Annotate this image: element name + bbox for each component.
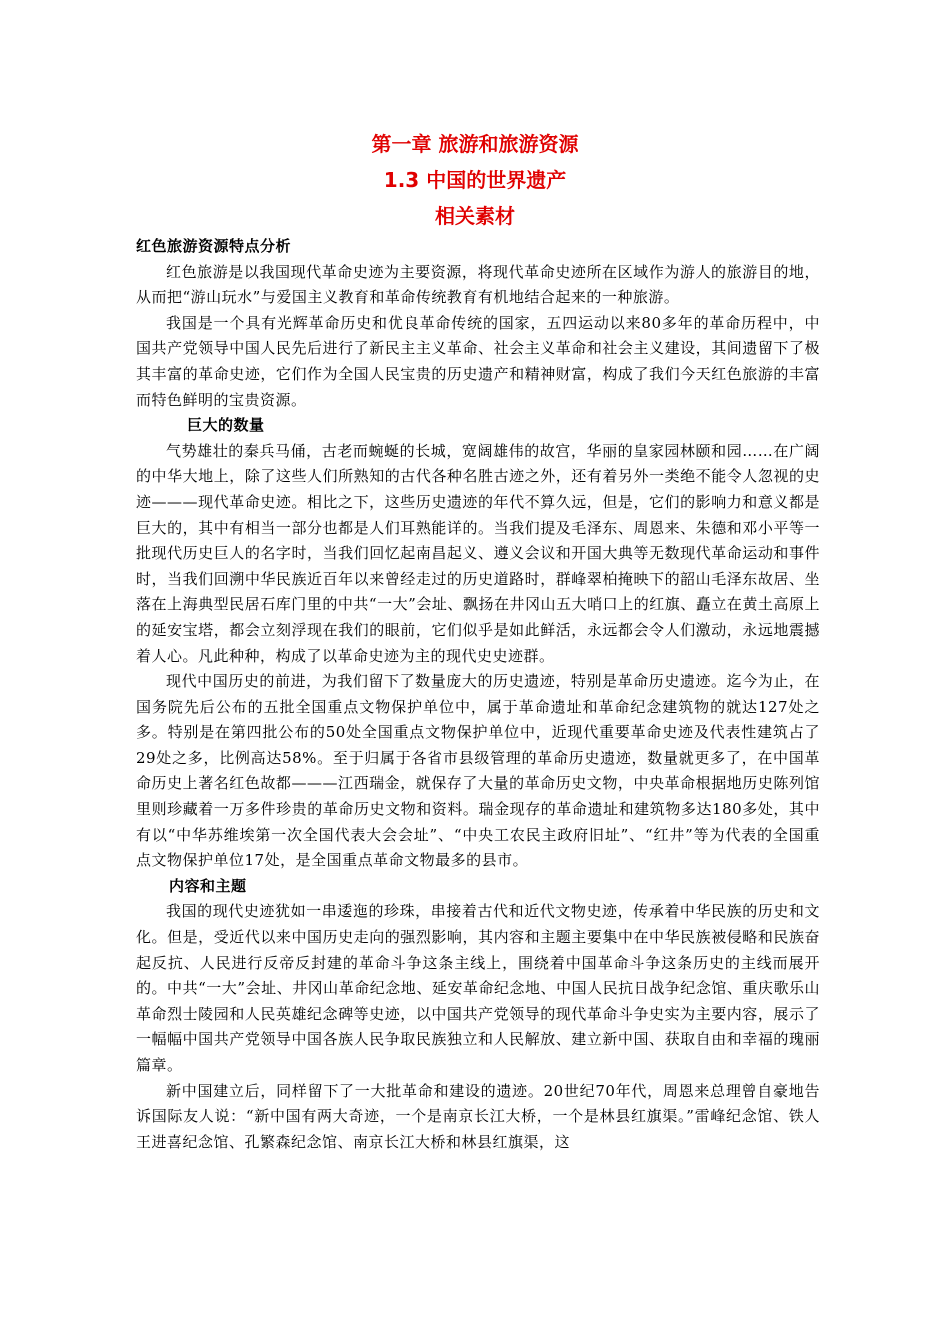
paragraph: 新中国建立后，同样留下了一大批革命和建设的遗迹。20世纪70年代，周恩来总理曾自豪地告诉国际友人说：“新中国有两大奇迹，一个是南京长江大桥，一个是林县红旗渠。”雷峰纪念馆、铁人王进喜纪念馆、孔繁森纪念馆、南京长江大桥和林县红旗渠，这 [136, 1081, 820, 1151]
paragraph: 红色旅游是以我国现代革命史迹为主要资源，将现代革命史迹所在区域作为游人的旅游目的地，从而把“游山玩水”与爱国主义教育和革命传统教育有机地结合起来的一种旅游。 [136, 262, 820, 307]
chapter-title: 第一章 旅游和旅游资源 [371, 132, 579, 156]
paragraph: 我国的现代史迹犹如一串逶迤的珍珠，串接着古代和近代文物史迹，传承着中华民族的历史和文化。但是，受近代以来中国历史走向的强烈影响，其内容和主题主要集中在中华民族被侵略和民族奋起反抗、人民进行反帝反封建的革命斗争这条主线上，围绕着中国革命斗争这条历史的主线而展开的。中共“一大”会址、井冈山革命纪念地、延安革命纪念地、中国人民抗日战争纪念馆、重庆歌乐山革命烈士陵园和人民英雄纪念碑等史迹，以中国共产党领导的现代革命斗争史实为主要内容，展示了一幅幅中国共产党领导中国各族人民争取民族独立和人民解放、建立新中国、获取自由和幸福的瑰丽篇章。 [136, 902, 820, 1074]
paragraph: 气势雄壮的秦兵马俑，古老而蜿蜒的长城，宽阔雄伟的故宫，华丽的皇家园林颐和园……在广阔的中华大地上，除了这些人们所熟知的古代各种名胜古迹之外，还有着另外一类绝不能令人忽视的史迹———现代革命史迹。相比之下，这些历史遗迹的年代不算久远，但是，它们的影响力和意义都是巨大的，其中有相当一部分也都是人们耳熟能详的。当我们提及毛泽东、周恩来、朱德和邓小平等一批现代历史巨人的名字时，当我们回忆起南昌起义、遵义会议和开国大典等无数现代革命运动和事件时，当我们回溯中华民族近百年以来曾经走过的历史道路时，群峰翠柏掩映下的韶山毛泽东故居、坐落在上海典型民居石库门里的中共“一大”会址、飘扬在井冈山五大哨口上的红旗、矗立在黄土高原上的延安宝塔，都会立刻浮现在我们的眼前，它们似乎是如此鲜活，永远都会令人们激动，永远地震撼着人心。凡此种种，构成了以革命史迹为主的现代史史迹群。 [136, 441, 820, 665]
title-block [0, 126, 950, 234]
subheading-content: 内容和主题 [169, 876, 247, 895]
main-heading: 红色旅游资源特点分析 [136, 237, 292, 255]
paragraph: 我国是一个具有光辉革命历史和优良革命传统的国家，五四运动以来80多年的革命历程中，中国共产党领导中国人民先后进行了新民主主义革命、社会主义革命和社会主义建设，其间遗留下了极其丰富的革命史迹，它们作为全国人民宝贵的历史遗产和精神财富，构成了我们今天红色旅游的丰富而特色鲜明的宝贵资源。 [136, 313, 820, 409]
paragraph: 现代中国历史的前进，为我们留下了数量庞大的历史遗迹，特别是革命历史遗迹。迄今为止，在国务院先后公布的五批全国重点文物保护单位中，属于革命遗址和革命纪念建筑物的就达127处之多。特别是在第四批公布的50处全国重点文物保护单位中，近现代重要革命史迹及代表性建筑占了29处之多，比例高达58%。至于归属于各省市县级管理的革命历史遗迹，数量就更多了，在中国革命历史上著名红色故都———江西瑞金，就保存了大量的革命历史文物，中央革命根据地历史陈列馆里则珍藏着一万多件珍贵的革命历史文物和资料。瑞金现存的革命遗址和建筑物多达180多处，其中有以“中华苏维埃第一次全国代表大会会址”、“中央工农民主政府旧址”、“红井”等为代表的全国重点文物保护单位17处，是全国重点革命文物最多的县市。 [136, 672, 820, 870]
material-title: 相关素材 [435, 204, 515, 228]
document-body [136, 234, 820, 1155]
subheading-quantity: 巨大的数量 [187, 416, 265, 435]
section-title: 1.3 中国的世界遗产 [383, 168, 567, 192]
